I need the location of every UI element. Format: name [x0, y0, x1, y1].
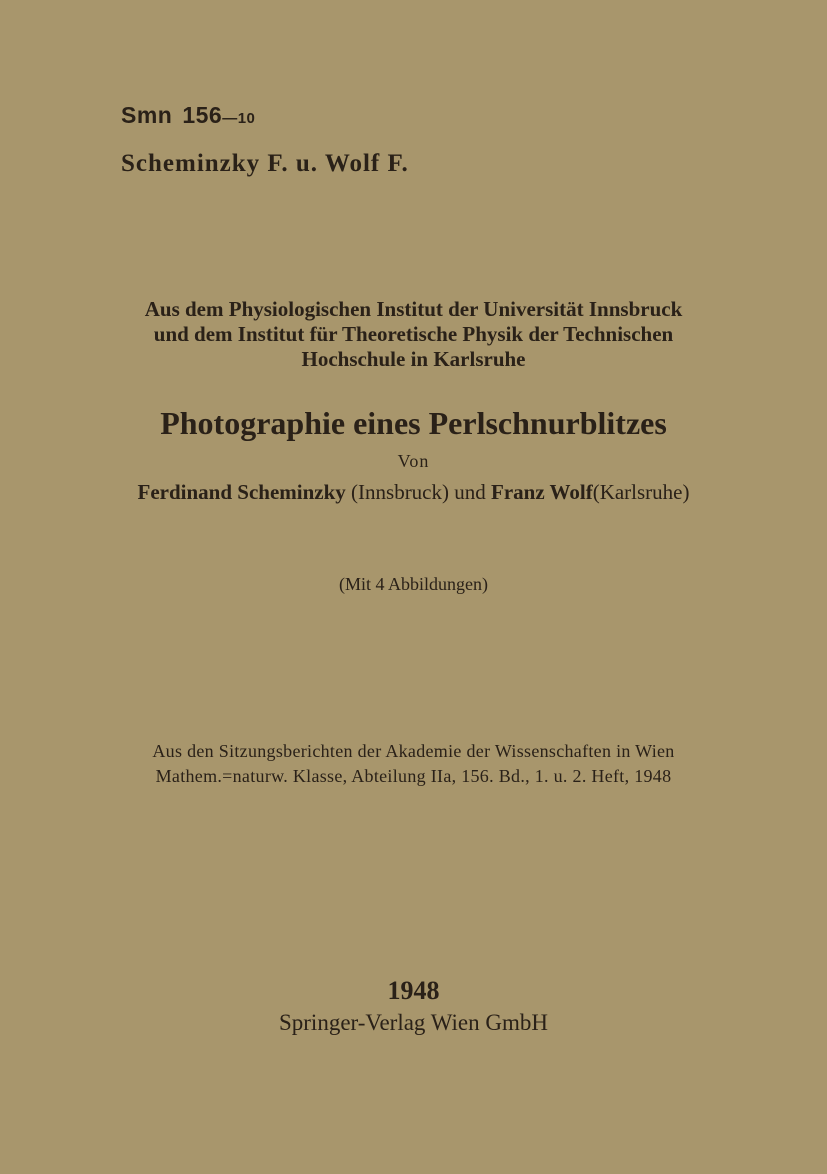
publisher: Springer-Verlag Wien GmbH [278, 1010, 548, 1035]
institution-line: Aus dem Physiologischen Institut der Universität Innsbruck [144, 297, 683, 321]
institution-line: Hochschule in Karlsruhe [301, 347, 526, 371]
author-name: Franz Wolf [491, 480, 593, 504]
author-name: Ferdinand Scheminzky [137, 480, 346, 504]
call-number-suffix: —10 [222, 110, 256, 127]
by-label: Von [397, 451, 430, 471]
figures-note: (Mit 4 Abbildungen) [339, 574, 488, 594]
call-number-prefix: Smn [121, 102, 173, 128]
author-conjunction: und [454, 480, 486, 504]
short-authors: Scheminzky F. u. Wolf F. [121, 150, 409, 177]
call-number-value: 156 [182, 102, 223, 128]
author-line [0, 480, 827, 505]
source-block [0, 739, 827, 789]
publication-year: 1948 [387, 976, 440, 1005]
author-place: (Karlsruhe) [592, 480, 690, 504]
source-line: Aus den Sitzungsberichten der Akademie der Wissenschaften in Wien [152, 741, 675, 761]
source-line: Mathem.=naturw. Klasse, Abteilung IIa, 156. Bd., 1. u. 2. Heft, 1948 [155, 766, 672, 786]
institution-line: und dem Institut für Theoretische Physik der Technischen [153, 322, 674, 346]
author-place: (Innsbruck) [351, 480, 449, 504]
institution-block [0, 297, 827, 372]
page-title: Photographie eines Perlschnurblitzes [160, 405, 667, 441]
call-number [121, 102, 255, 129]
